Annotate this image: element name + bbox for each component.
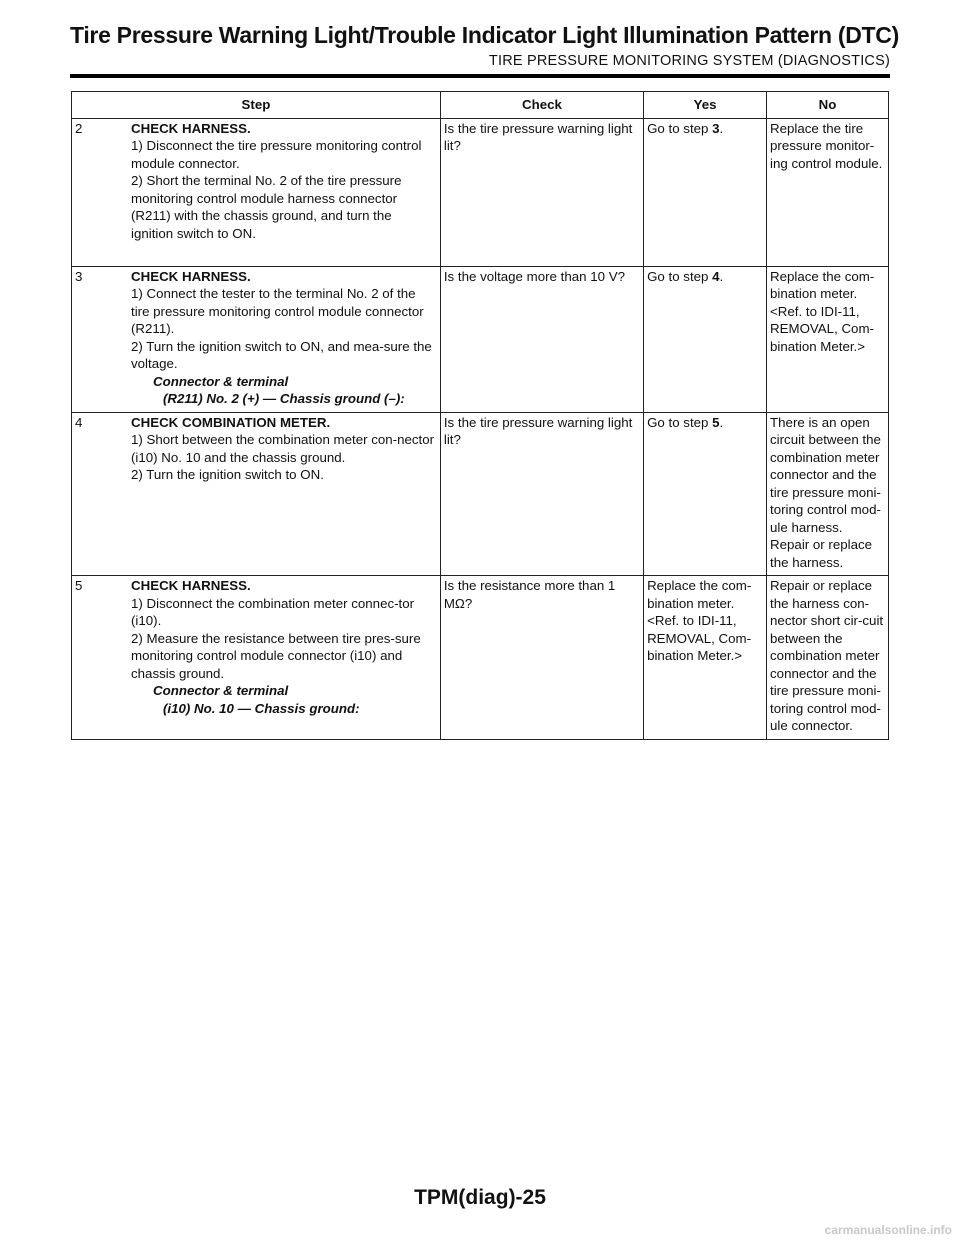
step-title: CHECK HARNESS.: [131, 268, 251, 284]
yes-cell: Replace the com-bination meter. <Ref. to IDI-11, REMOVAL, Com-bination Meter.>: [644, 576, 767, 740]
yes-cell: [644, 266, 767, 412]
yes-suffix: .: [719, 268, 724, 284]
page-title: Tire Pressure Warning Light/Trouble Indicator Light Illumination Pattern (DTC): [70, 22, 899, 48]
step-title: CHECK HARNESS.: [131, 578, 251, 593]
yes-cell: [644, 412, 767, 576]
yes-suffix: .: [719, 120, 724, 136]
step-instruction: 1) Disconnect the tire pressure monitoring control module connector.: [131, 138, 422, 171]
column-header-check: Check: [440, 92, 643, 119]
step-instruction: 2) Short the terminal No. 2 of the tire pressure monitoring control module harness connector (R211) with the chassis ground, and turn the ignition switch to ON.: [131, 173, 402, 241]
no-cell: Replace the tire pressure monitor-ing control module.: [767, 118, 889, 266]
yes-text: Go to step: [647, 120, 713, 136]
no-cell: Replace the com-bination meter. <Ref. to IDI-11, REMOVAL, Com-bination Meter.>: [767, 266, 889, 412]
yes-cell: [644, 118, 767, 266]
step-number: 4: [75, 414, 83, 430]
step-instruction: 1) Short between the combination meter con-nector (i10) No. 10 and the chassis ground.: [131, 432, 435, 465]
connector-terminal-value: (i10) No. 10 — Chassis ground:: [163, 700, 360, 716]
table-row: [72, 266, 889, 412]
step-instruction: 2) Turn the ignition switch to ON.: [131, 467, 324, 482]
column-header-yes: Yes: [644, 92, 767, 119]
column-header-step: Step: [72, 92, 441, 119]
step-instruction: 2) Measure the resistance between tire pres-sure monitoring control module connector (i10) and chassis ground.: [131, 630, 421, 681]
diagnostic-table: [71, 91, 889, 740]
yes-text: Go to step: [647, 414, 713, 430]
connector-label: Connector & terminal: [153, 683, 289, 698]
connector-terminal-value: (R211) No. 2 (+) — Chassis ground (–):: [163, 391, 405, 406]
table-row: [72, 118, 889, 266]
column-header-no: No: [767, 92, 889, 119]
check-cell: Is the resistance more than 1 MΩ?: [440, 576, 643, 740]
step-instruction: 1) Connect the tester to the terminal No. 2 of the tire pressure monitoring control module connector (R211).: [131, 286, 424, 336]
step-number: 3: [75, 268, 83, 284]
page-number: TPM(diag)-25: [414, 1186, 546, 1209]
step-number: 2: [75, 120, 83, 136]
step-cell: [72, 412, 441, 576]
header-rule: [70, 74, 890, 78]
step-title: CHECK HARNESS.: [131, 120, 251, 136]
watermark-text: carmanualsonline.info: [824, 1223, 952, 1237]
step-number: 5: [75, 578, 83, 593]
step-title: CHECK COMBINATION METER.: [131, 414, 331, 430]
goto-step-link[interactable]: 3: [712, 120, 720, 136]
step-instruction: 1) Disconnect the combination meter connec-tor (i10).: [131, 595, 415, 628]
step-cell: [72, 576, 441, 740]
check-cell: Is the tire pressure warning light lit?: [440, 118, 643, 266]
page-subtitle: TIRE PRESSURE MONITORING SYSTEM (DIAGNOSTICS): [488, 53, 890, 69]
check-cell: Is the tire pressure warning light lit?: [440, 412, 643, 576]
table-row: [72, 412, 889, 576]
yes-suffix: .: [719, 414, 724, 430]
table-header-row: [72, 92, 889, 119]
check-cell: Is the voltage more than 10 V?: [440, 266, 643, 412]
step-cell: [72, 118, 441, 266]
step-instruction: 2) Turn the ignition switch to ON, and mea-sure the voltage.: [131, 338, 432, 371]
goto-step-link[interactable]: 5: [712, 414, 720, 430]
no-cell: Repair or replace the harness con-nector short cir-cuit between the combination meter connector and the tire pressure moni-toring control mod-ule connector.: [767, 576, 889, 740]
step-cell: [72, 266, 441, 412]
yes-text: Go to step: [647, 268, 713, 284]
goto-step-link[interactable]: 4: [712, 268, 720, 284]
no-cell: There is an open circuit between the combination meter connector and the tire pressure moni-toring control mod-ule harness. Repair or replace the harness.: [767, 412, 889, 576]
table-row: [72, 576, 889, 740]
connector-label: Connector & terminal: [153, 373, 289, 389]
